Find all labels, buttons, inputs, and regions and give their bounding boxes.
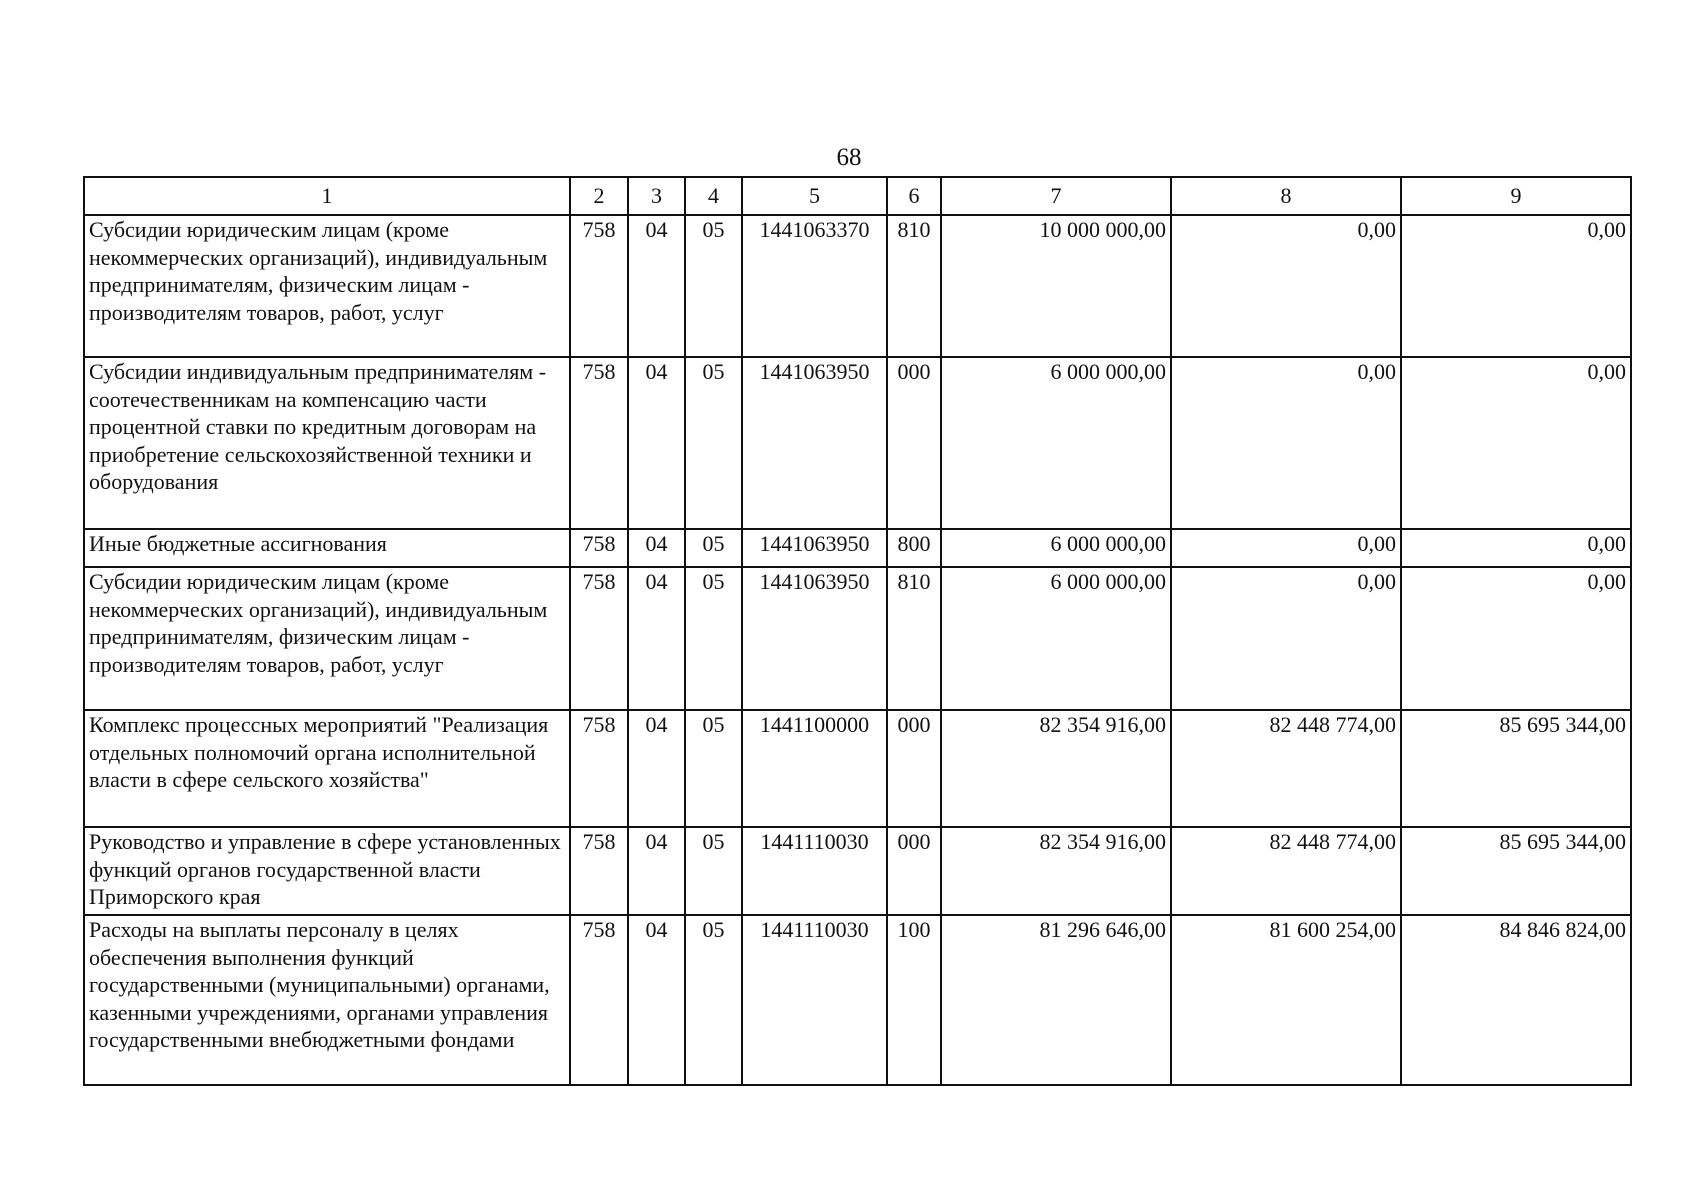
table-row xyxy=(84,567,1631,710)
amount-col8-cell: 82 448 774,00 xyxy=(1171,827,1401,915)
amount-col9-cell: 0,00 xyxy=(1401,567,1631,710)
amount-col8-cell: 81 600 254,00 xyxy=(1171,915,1401,1085)
target-article-cell: 1441110030 xyxy=(742,915,887,1085)
expense-name-cell: Субсидии индивидуальным предпринимателям - соотечественникам на компенсацию части процентной ставки по кредитным договорам на приобретение сельскохозяйственной техники и оборудования xyxy=(84,357,570,529)
amount-col7-cell: 81 296 646,00 xyxy=(941,915,1171,1085)
budget-table xyxy=(83,176,1632,1086)
column-header: 3 xyxy=(628,177,685,215)
expense-type-cell: 800 xyxy=(887,529,941,567)
expense-type-cell: 000 xyxy=(887,710,941,827)
amount-col7-cell: 10 000 000,00 xyxy=(941,215,1171,357)
ministry-code-cell: 758 xyxy=(570,827,628,915)
target-article-cell: 1441063950 xyxy=(742,567,887,710)
table-row xyxy=(84,357,1631,529)
expense-type-cell: 810 xyxy=(887,215,941,357)
ministry-code-cell: 758 xyxy=(570,567,628,710)
subsection-code-cell: 05 xyxy=(685,529,742,567)
expense-name-cell: Комплекс процессных мероприятий "Реализация отдельных полномочий органа исполнительной власти в сфере сельского хозяйства" xyxy=(84,710,570,827)
subsection-code-cell: 05 xyxy=(685,215,742,357)
column-header: 7 xyxy=(941,177,1171,215)
header-row xyxy=(84,177,1631,215)
amount-col8-cell: 0,00 xyxy=(1171,567,1401,710)
ministry-code-cell: 758 xyxy=(570,710,628,827)
amount-col7-cell: 6 000 000,00 xyxy=(941,567,1171,710)
subsection-code-cell: 05 xyxy=(685,915,742,1085)
column-header: 9 xyxy=(1401,177,1631,215)
expense-name-cell: Иные бюджетные ассигнования xyxy=(84,529,570,567)
amount-col9-cell: 0,00 xyxy=(1401,357,1631,529)
ministry-code-cell: 758 xyxy=(570,357,628,529)
subsection-code-cell: 05 xyxy=(685,710,742,827)
section-code-cell: 04 xyxy=(628,215,685,357)
column-header: 1 xyxy=(84,177,570,215)
amount-col9-cell: 0,00 xyxy=(1401,215,1631,357)
table-row xyxy=(84,827,1631,915)
amount-col7-cell: 82 354 916,00 xyxy=(941,827,1171,915)
expense-type-cell: 100 xyxy=(887,915,941,1085)
column-header: 6 xyxy=(887,177,941,215)
section-code-cell: 04 xyxy=(628,710,685,827)
subsection-code-cell: 05 xyxy=(685,827,742,915)
target-article-cell: 1441100000 xyxy=(742,710,887,827)
table-row xyxy=(84,215,1631,357)
expense-name-cell: Руководство и управление в сфере установленных функций органов государственной власти Приморского края xyxy=(84,827,570,915)
table-row xyxy=(84,529,1631,567)
expense-name-cell: Субсидии юридическим лицам (кроме некоммерческих организаций), индивидуальным предпринимателям, физическим лицам - производителям товаров, работ, услуг xyxy=(84,215,570,357)
section-code-cell: 04 xyxy=(628,529,685,567)
table-row xyxy=(84,710,1631,827)
expense-type-cell: 810 xyxy=(887,567,941,710)
column-header: 5 xyxy=(742,177,887,215)
column-header: 2 xyxy=(570,177,628,215)
amount-col9-cell: 84 846 824,00 xyxy=(1401,915,1631,1085)
section-code-cell: 04 xyxy=(628,567,685,710)
amount-col8-cell: 82 448 774,00 xyxy=(1171,710,1401,827)
target-article-cell: 1441063370 xyxy=(742,215,887,357)
subsection-code-cell: 05 xyxy=(685,567,742,710)
table-row xyxy=(84,915,1631,1085)
amount-col8-cell: 0,00 xyxy=(1171,357,1401,529)
ministry-code-cell: 758 xyxy=(570,529,628,567)
subsection-code-cell: 05 xyxy=(685,357,742,529)
amount-col9-cell: 85 695 344,00 xyxy=(1401,827,1631,915)
amount-col8-cell: 0,00 xyxy=(1171,215,1401,357)
column-header: 4 xyxy=(685,177,742,215)
expense-type-cell: 000 xyxy=(887,357,941,529)
target-article-cell: 1441063950 xyxy=(742,357,887,529)
expense-type-cell: 000 xyxy=(887,827,941,915)
amount-col9-cell: 85 695 344,00 xyxy=(1401,710,1631,827)
amount-col9-cell: 0,00 xyxy=(1401,529,1631,567)
amount-col7-cell: 6 000 000,00 xyxy=(941,529,1171,567)
section-code-cell: 04 xyxy=(628,827,685,915)
expense-name-cell: Расходы на выплаты персоналу в целях обеспечения выполнения функций государственными (муниципальными) органами, казенными учреждениями, органами управления государственными внебюджетными фондами xyxy=(84,915,570,1085)
amount-col7-cell: 6 000 000,00 xyxy=(941,357,1171,529)
section-code-cell: 04 xyxy=(628,357,685,529)
ministry-code-cell: 758 xyxy=(570,915,628,1085)
section-code-cell: 04 xyxy=(628,915,685,1085)
target-article-cell: 1441110030 xyxy=(742,827,887,915)
amount-col8-cell: 0,00 xyxy=(1171,529,1401,567)
column-header: 8 xyxy=(1171,177,1401,215)
target-article-cell: 1441063950 xyxy=(742,529,887,567)
expense-name-cell: Субсидии юридическим лицам (кроме некоммерческих организаций), индивидуальным предпринимателям, физическим лицам - производителям товаров, работ, услуг xyxy=(84,567,570,710)
amount-col7-cell: 82 354 916,00 xyxy=(941,710,1171,827)
page-number: 68 xyxy=(836,144,862,171)
ministry-code-cell: 758 xyxy=(570,215,628,357)
